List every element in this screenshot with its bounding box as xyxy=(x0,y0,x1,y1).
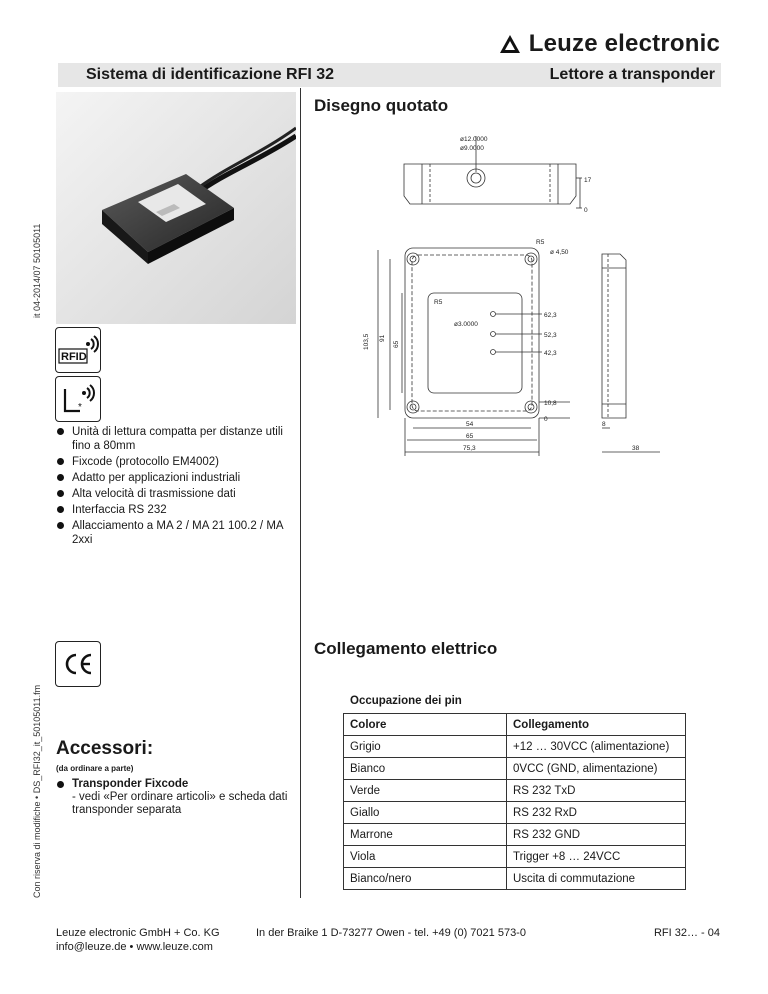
footer-company-block xyxy=(56,926,220,954)
feature-item: Fixcode (protocollo EM4002) xyxy=(56,455,296,469)
dim-v523: 52,3 xyxy=(544,332,557,339)
accessories-heading: Accessori: xyxy=(56,738,154,759)
table-row xyxy=(344,758,686,780)
footer-address: In der Braike 1 D-73277 Owen - tel. +49 (0) 7021 573-0 xyxy=(256,927,526,939)
dim-z0b: 0 xyxy=(544,416,548,423)
accessory-desc: - vedi «Per ordinare articoli» e scheda dati transponder separata xyxy=(72,791,288,816)
page-number: RFI 32… - 04 xyxy=(653,927,720,939)
pin-function: Uscita di commutazione xyxy=(507,868,686,890)
feature-item: Alta velocità di trasmissione dati xyxy=(56,487,296,501)
feature-list xyxy=(56,425,296,549)
pin-function: 0VCC (GND, alimentazione) xyxy=(507,758,686,780)
dim-v91: 91 xyxy=(379,334,386,342)
feature-item: Unità di lettura compatta per distanze utili fino a 80mm xyxy=(56,425,296,453)
pin-table xyxy=(343,713,686,890)
feature-item: Interfaccia RS 232 xyxy=(56,503,296,517)
dim-s8: 8 xyxy=(602,421,606,428)
dim-w54: 54 xyxy=(466,421,474,428)
pin-function: +12 … 30VCC (alimentazione) xyxy=(507,736,686,758)
pin-function: RS 232 RxD xyxy=(507,802,686,824)
dim-d450: ø 4,50 xyxy=(550,249,569,256)
feature-item: Adatto per applicazioni industriali xyxy=(56,471,296,485)
ce-mark-icon xyxy=(55,641,101,687)
dim-v623: 62,3 xyxy=(544,312,557,319)
pin-table-title: Occupazione dei pin xyxy=(350,695,462,707)
column-header: Collegamento xyxy=(507,714,686,736)
column-divider xyxy=(300,88,301,898)
pin-color: Marrone xyxy=(344,824,507,846)
pin-color: Verde xyxy=(344,780,507,802)
dim-v65: 65 xyxy=(393,340,400,348)
column-header: Colore xyxy=(344,714,507,736)
title-bar xyxy=(58,63,721,87)
dim-r5: R5 xyxy=(536,239,545,246)
reader-icon xyxy=(55,376,101,422)
dim-w753: 75,3 xyxy=(463,445,476,452)
footer-contact: info@leuze.de • www.leuze.com xyxy=(56,941,213,953)
leuze-logo-icon xyxy=(499,34,521,54)
drawing-heading: Disegno quotato xyxy=(314,96,449,115)
pin-color: Giallo xyxy=(344,802,507,824)
electrical-heading: Collegamento elettrico xyxy=(314,639,498,658)
table-row xyxy=(344,802,686,824)
rfid-icon xyxy=(55,327,101,373)
svg-text:RFID: RFID xyxy=(61,351,87,363)
accessory-title: Transponder Fixcode xyxy=(72,778,189,790)
dim-d3: ø3.0000 xyxy=(454,321,478,328)
file-note: Con riserva di modifiche • DS_RFI32_it_50105011.fm xyxy=(32,684,42,898)
svg-text:*: * xyxy=(78,402,82,413)
pin-function: RS 232 GND xyxy=(507,824,686,846)
brand-logo xyxy=(499,30,720,58)
dim-v1035: 103,5 xyxy=(363,333,370,350)
product-photo xyxy=(56,92,296,324)
accessory-item xyxy=(56,778,292,817)
feature-item: Allacciamento a MA 2 / MA 21 100.2 / MA 2xxi xyxy=(56,519,296,547)
pin-color: Bianco/nero xyxy=(344,868,507,890)
table-row xyxy=(344,736,686,758)
side-view-right xyxy=(602,254,626,418)
table-header-row xyxy=(344,714,686,736)
dim-r5b: R5 xyxy=(434,299,443,306)
dimension-drawing xyxy=(350,128,750,468)
dim-s38: 38 xyxy=(632,445,640,452)
pin-color: Bianco xyxy=(344,758,507,780)
pin-color: Grigio xyxy=(344,736,507,758)
brand-name: Leuze electronic xyxy=(528,30,720,57)
footer-company: Leuze electronic GmbH + Co. KG xyxy=(56,927,220,939)
dim-v423: 42,3 xyxy=(544,350,557,357)
dim-d12: ø12.0000 xyxy=(460,136,488,143)
dim-h17: 17 xyxy=(584,177,592,184)
doc-code: it 04-2014/07 50105011 xyxy=(32,223,42,318)
table-row xyxy=(344,868,686,890)
table-row xyxy=(344,846,686,868)
table-row xyxy=(344,780,686,802)
product-title: Sistema di identificazione RFI 32 xyxy=(86,66,335,83)
pin-color: Viola xyxy=(344,846,507,868)
pin-function: Trigger +8 … 24VCC xyxy=(507,846,686,868)
table-row xyxy=(344,824,686,846)
dim-v108: 10,8 xyxy=(544,400,557,407)
dim-z0a: 0 xyxy=(584,207,588,214)
pin-function: RS 232 TxD xyxy=(507,780,686,802)
dim-w65: 65 xyxy=(466,433,474,440)
dim-d9: ø9.0000 xyxy=(460,145,484,152)
accessories-note: (da ordinare a parte) xyxy=(56,764,134,773)
product-subtitle: Lettore a transponder xyxy=(549,66,715,83)
